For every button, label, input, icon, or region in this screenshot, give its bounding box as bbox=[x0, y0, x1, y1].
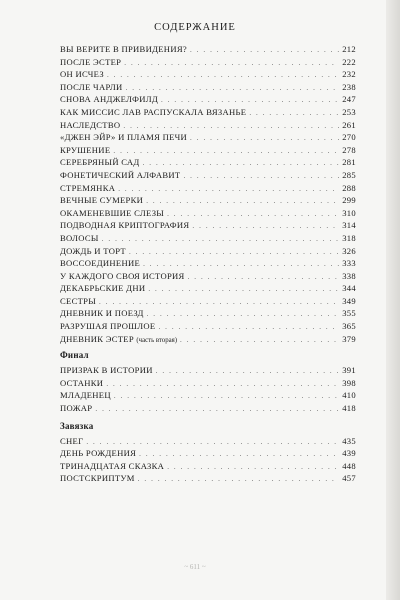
toc-entry-title-text: ОКАМЕНЕВШИЕ СЛЕЗЫ bbox=[60, 207, 165, 218]
toc-entry-title-text: ДНЕВНИК И ПОЕЗД bbox=[60, 308, 144, 319]
toc-entry bbox=[60, 448, 356, 461]
toc-entry-page-number: 439 bbox=[342, 448, 356, 459]
toc-entry-title-text: КАК МИССИС ЛАВ РАСПУСКАЛА ВЯЗАНЬЕ bbox=[60, 106, 247, 117]
toc-entry bbox=[60, 120, 356, 133]
toc-entry-title bbox=[60, 132, 187, 142]
section-heading-final: Финал bbox=[60, 350, 89, 361]
toc-entry-page-number: 253 bbox=[342, 106, 356, 117]
dot-leader bbox=[126, 84, 340, 92]
page-edge-shadow bbox=[386, 0, 400, 600]
toc-entry bbox=[60, 69, 356, 82]
toc-entry-page-number: 299 bbox=[342, 195, 356, 206]
toc-entry bbox=[60, 220, 356, 233]
dot-leader bbox=[118, 185, 339, 193]
toc-entry bbox=[60, 308, 356, 321]
toc-entry bbox=[60, 296, 356, 309]
toc-entry-title-text: СЕСТРЫ bbox=[60, 295, 97, 306]
toc-entry-page-number: 270 bbox=[342, 132, 356, 143]
toc-entry-page-number: 418 bbox=[342, 403, 356, 414]
toc-entry bbox=[60, 390, 356, 403]
toc-entry bbox=[60, 321, 356, 334]
toc-entry-title bbox=[60, 220, 189, 230]
toc-entry-title-text: СНЕГ bbox=[60, 435, 84, 446]
dot-leader bbox=[158, 323, 339, 331]
toc-entry-title-text: ОСТАНКИ bbox=[60, 377, 104, 388]
toc-entry-page-number: 398 bbox=[342, 377, 356, 388]
toc-entry bbox=[60, 107, 356, 120]
dot-leader bbox=[123, 122, 339, 130]
toc-entry-page-number: 448 bbox=[342, 460, 356, 471]
dot-leader bbox=[188, 273, 340, 281]
toc-entry-title-text: ДЕКАБРЬСКИЕ ДНИ bbox=[60, 283, 146, 294]
toc-entry-title bbox=[60, 44, 187, 54]
dot-leader bbox=[143, 260, 339, 268]
toc-entry-title bbox=[60, 365, 153, 375]
toc-entry-title-text: ВОЛОСЫ bbox=[60, 232, 99, 243]
dot-leader bbox=[99, 298, 339, 306]
dot-leader bbox=[114, 392, 339, 400]
dot-leader bbox=[167, 463, 339, 471]
toc-entry bbox=[60, 365, 356, 378]
toc-entry-title-text: СТРЕМЯНКА bbox=[60, 182, 116, 193]
toc-entry-page-number: 349 bbox=[342, 295, 356, 306]
toc-entry-title-text: ПОДВОДНАЯ КРИПТОГРАФИЯ bbox=[60, 220, 190, 231]
toc-entry-title-text: У КАЖДОГО СВОЯ ИСТОРИЯ bbox=[60, 270, 185, 281]
toc-entry-page-number: 410 bbox=[342, 390, 356, 401]
toc-entry-page-number: 281 bbox=[342, 157, 356, 168]
section-heading-setup: Завязка bbox=[60, 420, 94, 431]
toc-entry-title bbox=[60, 145, 110, 155]
dot-leader bbox=[106, 380, 339, 388]
toc-entry-title-text: СЕРЕБРЯНЫЙ САД bbox=[60, 157, 140, 168]
dot-leader bbox=[180, 336, 339, 344]
toc-entry-page-number: 355 bbox=[342, 308, 356, 319]
dot-leader bbox=[190, 134, 339, 142]
toc-entry-title-text: ПОЖАР bbox=[60, 403, 93, 414]
dot-leader bbox=[138, 475, 339, 483]
table-of-contents bbox=[60, 44, 356, 486]
toc-entry-title bbox=[60, 258, 140, 268]
dot-leader bbox=[183, 172, 339, 180]
toc-entry-page-number: 222 bbox=[342, 56, 356, 67]
dot-leader bbox=[161, 96, 339, 104]
toc-entry-title bbox=[60, 436, 83, 446]
toc-entry-title bbox=[60, 195, 143, 205]
toc-entry-title bbox=[60, 308, 144, 318]
toc-entry-page-number: 285 bbox=[342, 169, 356, 180]
toc-entry-title bbox=[60, 57, 121, 67]
toc-entry-title bbox=[60, 296, 96, 306]
toc-entry-page-number: 247 bbox=[342, 94, 356, 105]
toc-entry-title bbox=[60, 403, 92, 413]
dot-leader bbox=[190, 46, 339, 54]
toc-entry bbox=[60, 94, 356, 107]
toc-entry-title-text: МЛАДЕНЕЦ bbox=[60, 390, 111, 401]
toc-entry bbox=[60, 258, 356, 271]
toc-final-group bbox=[60, 365, 356, 415]
toc-entry-page-number: 435 bbox=[342, 435, 356, 446]
toc-entry-title-text: ПРИЗРАК В ИСТОРИИ bbox=[60, 365, 153, 376]
toc-entry-title bbox=[60, 170, 180, 180]
toc-entry-title bbox=[60, 183, 115, 193]
toc-entry-page-number: 326 bbox=[342, 245, 356, 256]
toc-entry bbox=[60, 283, 356, 296]
toc-entry-title-text: ВЫ ВЕРИТЕ В ПРИВИДЕНИЯ? bbox=[60, 44, 187, 54]
toc-entry bbox=[60, 246, 356, 259]
toc-entry bbox=[60, 334, 356, 347]
toc-entry-title bbox=[60, 390, 111, 400]
dot-leader bbox=[148, 285, 339, 293]
toc-entry-title-text: ПОСТСКРИПТУМ bbox=[60, 473, 135, 484]
toc-entry-title bbox=[60, 233, 99, 243]
toc-entry bbox=[60, 195, 356, 208]
toc-entry-title bbox=[60, 283, 145, 293]
dot-leader bbox=[129, 248, 339, 256]
dot-leader bbox=[147, 310, 340, 318]
toc-entry-title bbox=[60, 120, 120, 130]
toc-entry-page-number: 338 bbox=[342, 270, 356, 281]
toc-entry-title bbox=[60, 69, 104, 79]
toc-entry-page-number: 457 bbox=[342, 473, 356, 484]
dot-leader bbox=[95, 405, 339, 413]
toc-entry bbox=[60, 271, 356, 284]
toc-entry-page-number: 318 bbox=[342, 232, 356, 243]
toc-entry bbox=[60, 436, 356, 449]
toc-entry-page-number: 333 bbox=[342, 258, 356, 269]
toc-entry-title bbox=[60, 461, 164, 471]
toc-entry-title bbox=[60, 473, 135, 483]
toc-entry bbox=[60, 403, 356, 416]
dot-leader bbox=[143, 159, 340, 167]
toc-entry bbox=[60, 170, 356, 183]
toc-entry-title-text: СНОВА АНДЖЕЛФИЛД bbox=[60, 94, 159, 105]
toc-entry-page-number: 278 bbox=[342, 144, 356, 155]
toc-entry-page-number: 212 bbox=[342, 44, 356, 54]
toc-entry bbox=[60, 183, 356, 196]
toc-entry-title-text: ВЕЧНЫЕ СУМЕРКИ bbox=[60, 195, 144, 206]
toc-entry bbox=[60, 82, 356, 95]
page-number-footer: ~ 611 ~ bbox=[184, 563, 206, 571]
toc-entry-title-text: ДНЕВНИК ЭСТЕР bbox=[60, 333, 134, 344]
toc-entry bbox=[60, 208, 356, 221]
toc-entry bbox=[60, 157, 356, 170]
toc-entry-title-text: ОН ИСЧЕЗ bbox=[60, 69, 104, 80]
toc-entry-title-text: КРУШЕНИЕ bbox=[60, 144, 111, 155]
toc-entry-title bbox=[60, 157, 140, 167]
toc-entry-title-text: ФОНЕТИЧЕСКИЙ АЛФАВИТ bbox=[60, 169, 181, 180]
toc-entry-page-number: 391 bbox=[342, 365, 356, 376]
toc-entry-title-text: ПОСЛЕ ЭСТЕР bbox=[60, 56, 122, 67]
toc-entry-title bbox=[60, 271, 185, 281]
toc-entry-title bbox=[60, 334, 177, 344]
toc-entry-title-text: «ДЖЕН ЭЙР» И ПЛАМЯ ПЕЧИ bbox=[60, 132, 188, 143]
toc-entry-title-text: РАЗРУШАЯ ПРОШЛОЕ bbox=[60, 321, 156, 332]
toc-entry bbox=[60, 233, 356, 246]
toc-entry bbox=[60, 132, 356, 145]
toc-entry bbox=[60, 461, 356, 474]
toc-entry-title bbox=[60, 321, 155, 331]
toc-entry bbox=[60, 44, 356, 57]
dot-leader bbox=[107, 71, 339, 79]
dot-leader bbox=[192, 222, 339, 230]
dot-leader bbox=[167, 210, 339, 218]
dot-leader bbox=[156, 367, 339, 375]
toc-main-group bbox=[60, 44, 356, 346]
toc-entry-page-number: 365 bbox=[342, 321, 356, 332]
toc-entry-title-text: ТРИНАДЦАТАЯ СКАЗКА bbox=[60, 460, 165, 471]
dot-leader bbox=[139, 450, 339, 458]
toc-entry bbox=[60, 57, 356, 70]
toc-entry-page-number: 314 bbox=[342, 220, 356, 231]
toc-entry-page-number: 232 bbox=[342, 69, 356, 80]
toc-entry bbox=[60, 145, 356, 158]
toc-entry-title-text: ДОЖДЬ И ТОРТ bbox=[60, 245, 126, 256]
toc-entry-title bbox=[60, 246, 126, 256]
toc-entry-title-text: ВОССОЕДИНЕНИЕ bbox=[60, 258, 141, 269]
toc-entry-page-number: 344 bbox=[342, 283, 356, 294]
toc-entry-title-text: ДЕНЬ РОЖДЕНИЯ bbox=[60, 448, 137, 459]
toc-entry-page-number: 310 bbox=[342, 207, 356, 218]
toc-entry-page-number: 288 bbox=[342, 182, 356, 193]
toc-entry bbox=[60, 473, 356, 486]
page-title: СОДЕРЖАНИЕ bbox=[154, 22, 236, 33]
toc-entry-subtitle: (часть вторая) bbox=[136, 336, 177, 344]
dot-leader bbox=[124, 59, 339, 67]
toc-entry bbox=[60, 378, 356, 391]
toc-entry-title bbox=[60, 378, 103, 388]
toc-entry-title bbox=[60, 107, 246, 117]
toc-entry-title bbox=[60, 82, 123, 92]
toc-entry-page-number: 261 bbox=[342, 119, 356, 130]
toc-entry-page-number: 379 bbox=[342, 333, 356, 344]
dot-leader bbox=[249, 109, 339, 117]
toc-entry-title-text: НАСЛЕДСТВО bbox=[60, 119, 121, 130]
toc-entry-title bbox=[60, 208, 164, 218]
toc-entry-title bbox=[60, 448, 136, 458]
toc-setup-group bbox=[60, 436, 356, 486]
dot-leader bbox=[113, 147, 339, 155]
toc-entry-page-number: 238 bbox=[342, 81, 356, 92]
toc-entry-title-text: ПОСЛЕ ЧАРЛИ bbox=[60, 81, 123, 92]
dot-leader bbox=[102, 235, 340, 243]
dot-leader bbox=[86, 438, 339, 446]
toc-entry-title bbox=[60, 94, 158, 104]
dot-leader bbox=[146, 197, 339, 205]
